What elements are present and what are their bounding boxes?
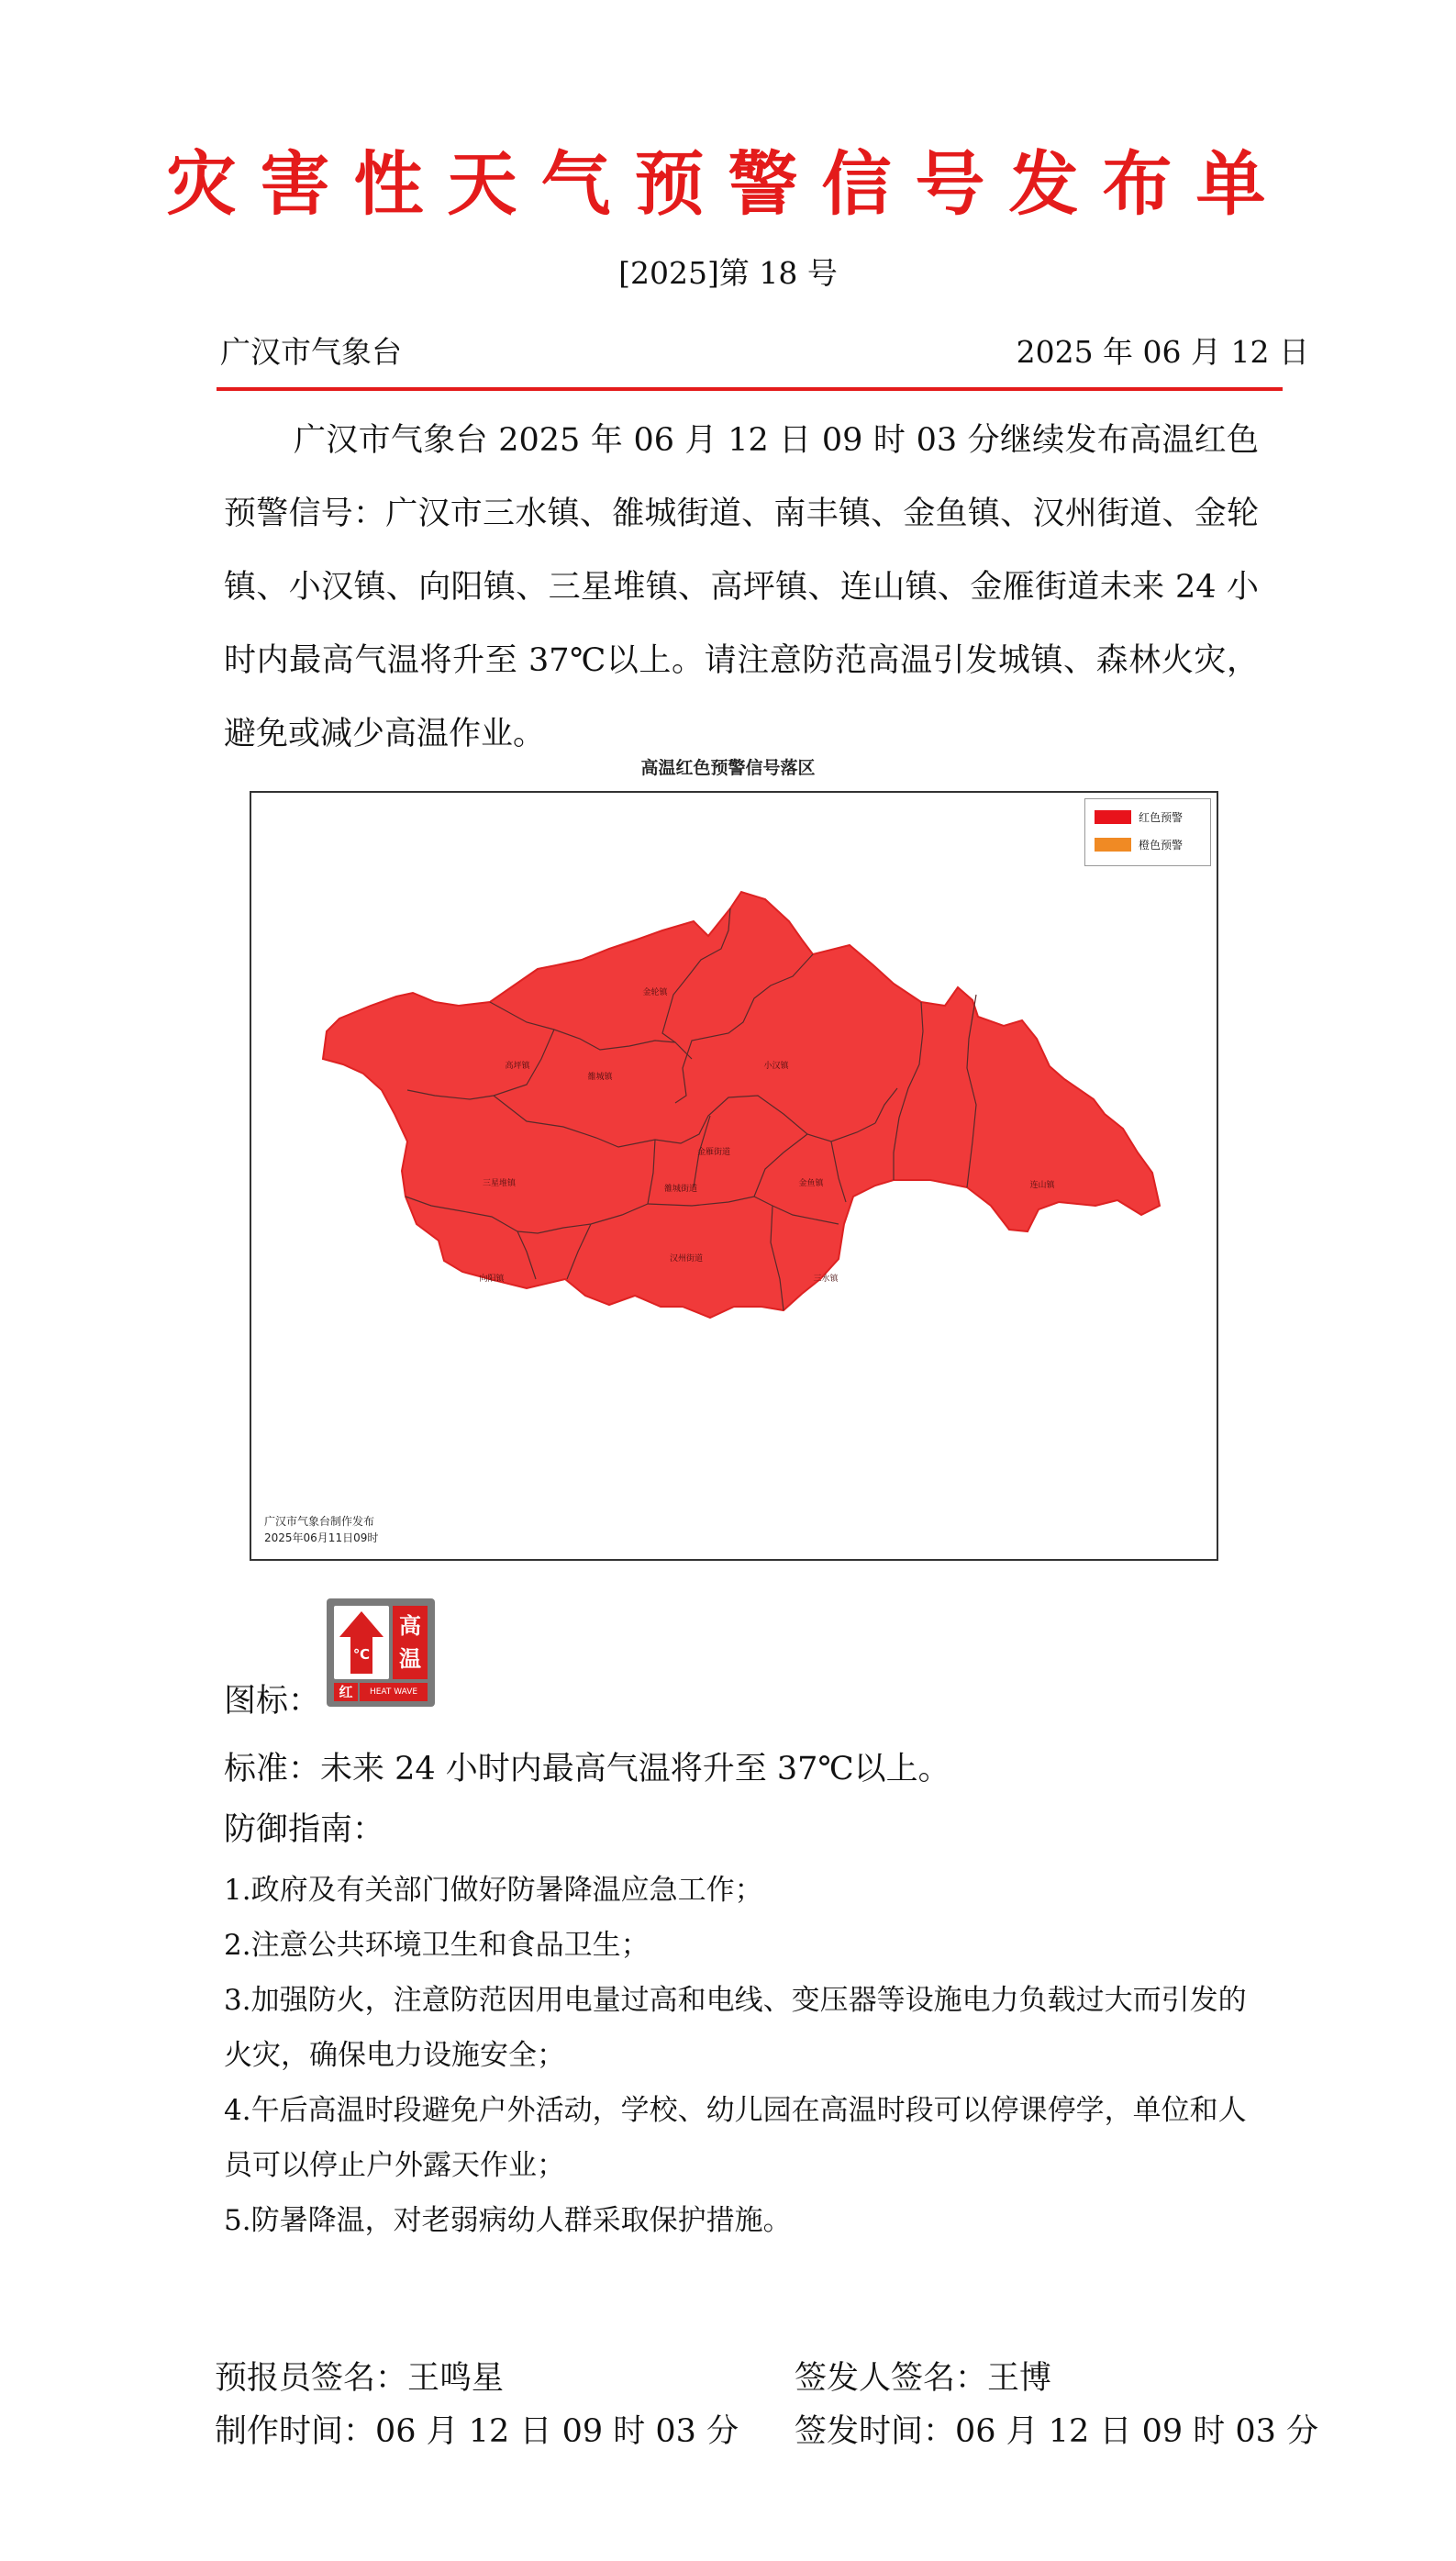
celsius-symbol: ℃: [352, 1646, 371, 1663]
warning-area-map: [250, 791, 1218, 1561]
defense-guide-title: 防御指南：: [224, 1811, 385, 1848]
guide-item: 5.防暑降温，对老弱病幼人群采取保护措施。: [224, 2204, 792, 2237]
icon-label: 图标：: [224, 1683, 321, 1720]
header-divider: [217, 387, 1283, 391]
legend-swatch-orange: [1095, 838, 1131, 852]
icon-level-char: 红: [334, 1683, 358, 1701]
map-region-label: 三星堆镇: [482, 1179, 517, 1188]
map-region-label: 小汉镇: [763, 1062, 789, 1071]
map-svg: [251, 793, 1217, 1559]
map-region-label: 汉州街道: [669, 1254, 704, 1264]
map-credit: [264, 1513, 378, 1546]
icon-english-label: HEAT WAVE: [360, 1683, 428, 1701]
heat-wave-signal-icon: [327, 1598, 435, 1707]
guide-item: 2.注意公共环境卫生和食品卫生；: [224, 1929, 650, 1962]
region-shapes: [323, 892, 1160, 1318]
signal-standard: 标准：未来 24 小时内最高气温将升至 37℃以上。: [224, 1751, 950, 1787]
guide-item: 4.午后高温时段避免户外活动，学校、幼儿园在高温时段可以停课停学，单位和人员可以停止户外露天作业；: [224, 2094, 1247, 2182]
defense-guide-list: [224, 1863, 1261, 2248]
map-region-outline: [323, 892, 1160, 1318]
map-region-label: 向阳镇: [479, 1275, 505, 1284]
signer-signature: 签发人签名：王博: [795, 2360, 1052, 2397]
legend-swatch-red: [1095, 810, 1131, 824]
map-legend: [1084, 798, 1211, 866]
map-region-label: 连山镇: [1029, 1181, 1055, 1190]
made-time: 制作时间：06 月 12 日 09 时 03 分: [215, 2413, 739, 2450]
map-region-label: 雒城街道: [663, 1185, 698, 1194]
legend-label-orange: 橙色预警: [1139, 838, 1184, 852]
map-region-label: 金轮镇: [642, 988, 668, 997]
map-region-label: 高坪镇: [505, 1062, 530, 1071]
legend-item-red: [1085, 803, 1210, 830]
icon-char-temp: 温: [399, 1646, 421, 1672]
map-region-label: 金雁街道: [696, 1148, 731, 1157]
map-credit-line2: 2025年06月11日09时: [264, 1531, 379, 1544]
legend-item-orange: [1085, 830, 1210, 858]
icon-char-high: 高: [399, 1613, 421, 1639]
map-region-label: 金鱼镇: [798, 1179, 824, 1188]
warning-paragraph: 广汉市气象台 2025 年 06 月 12 日 09 时 03 分继续发布高温红色预警信号：广汉市三水镇、雒城街道、南丰镇、金鱼镇、汉州街道、金轮镇、小汉镇、向阳镇、三星堆镇、高坪镇、连山镇、金雁街道未来 24 小时内最高气温将升至 37℃以上。请注意防范高温引发城镇、森林火灾，避免或减少高温作业。: [224, 422, 1259, 752]
map-title: 高温红色预警信号落区: [640, 758, 816, 778]
issue-time: 签发时间：06 月 12 日 09 时 03 分: [795, 2413, 1319, 2450]
up-arrow-icon: [334, 1606, 389, 1679]
guide-item: 3.加强防火，注意防范因用电量过高和电线、变压器等设施电力负载过大而引发的火灾，确保电力设施安全；: [224, 1984, 1247, 2072]
guide-item: 1.政府及有关部门做好防暑降温应急工作；: [224, 1874, 763, 1907]
map-region-label: 雒城镇: [587, 1073, 613, 1082]
map-credit-line1: 广汉市气象台制作发布: [264, 1515, 375, 1528]
legend-label-red: 红色预警: [1139, 810, 1184, 824]
document-title: 灾害性天气预警信号发布单: [166, 143, 1290, 225]
thermometer-panel: [334, 1606, 389, 1679]
document-number: [2025]第 18 号: [618, 255, 838, 291]
map-region-label: 三水镇: [813, 1275, 839, 1284]
forecaster-signature: 预报员签名：王鸣星: [215, 2360, 505, 2397]
issue-date: 2025 年 06 月 12 日: [1016, 334, 1309, 370]
issuer-name: 广汉市气象台: [220, 334, 402, 370]
heat-chars-panel: [393, 1606, 428, 1679]
